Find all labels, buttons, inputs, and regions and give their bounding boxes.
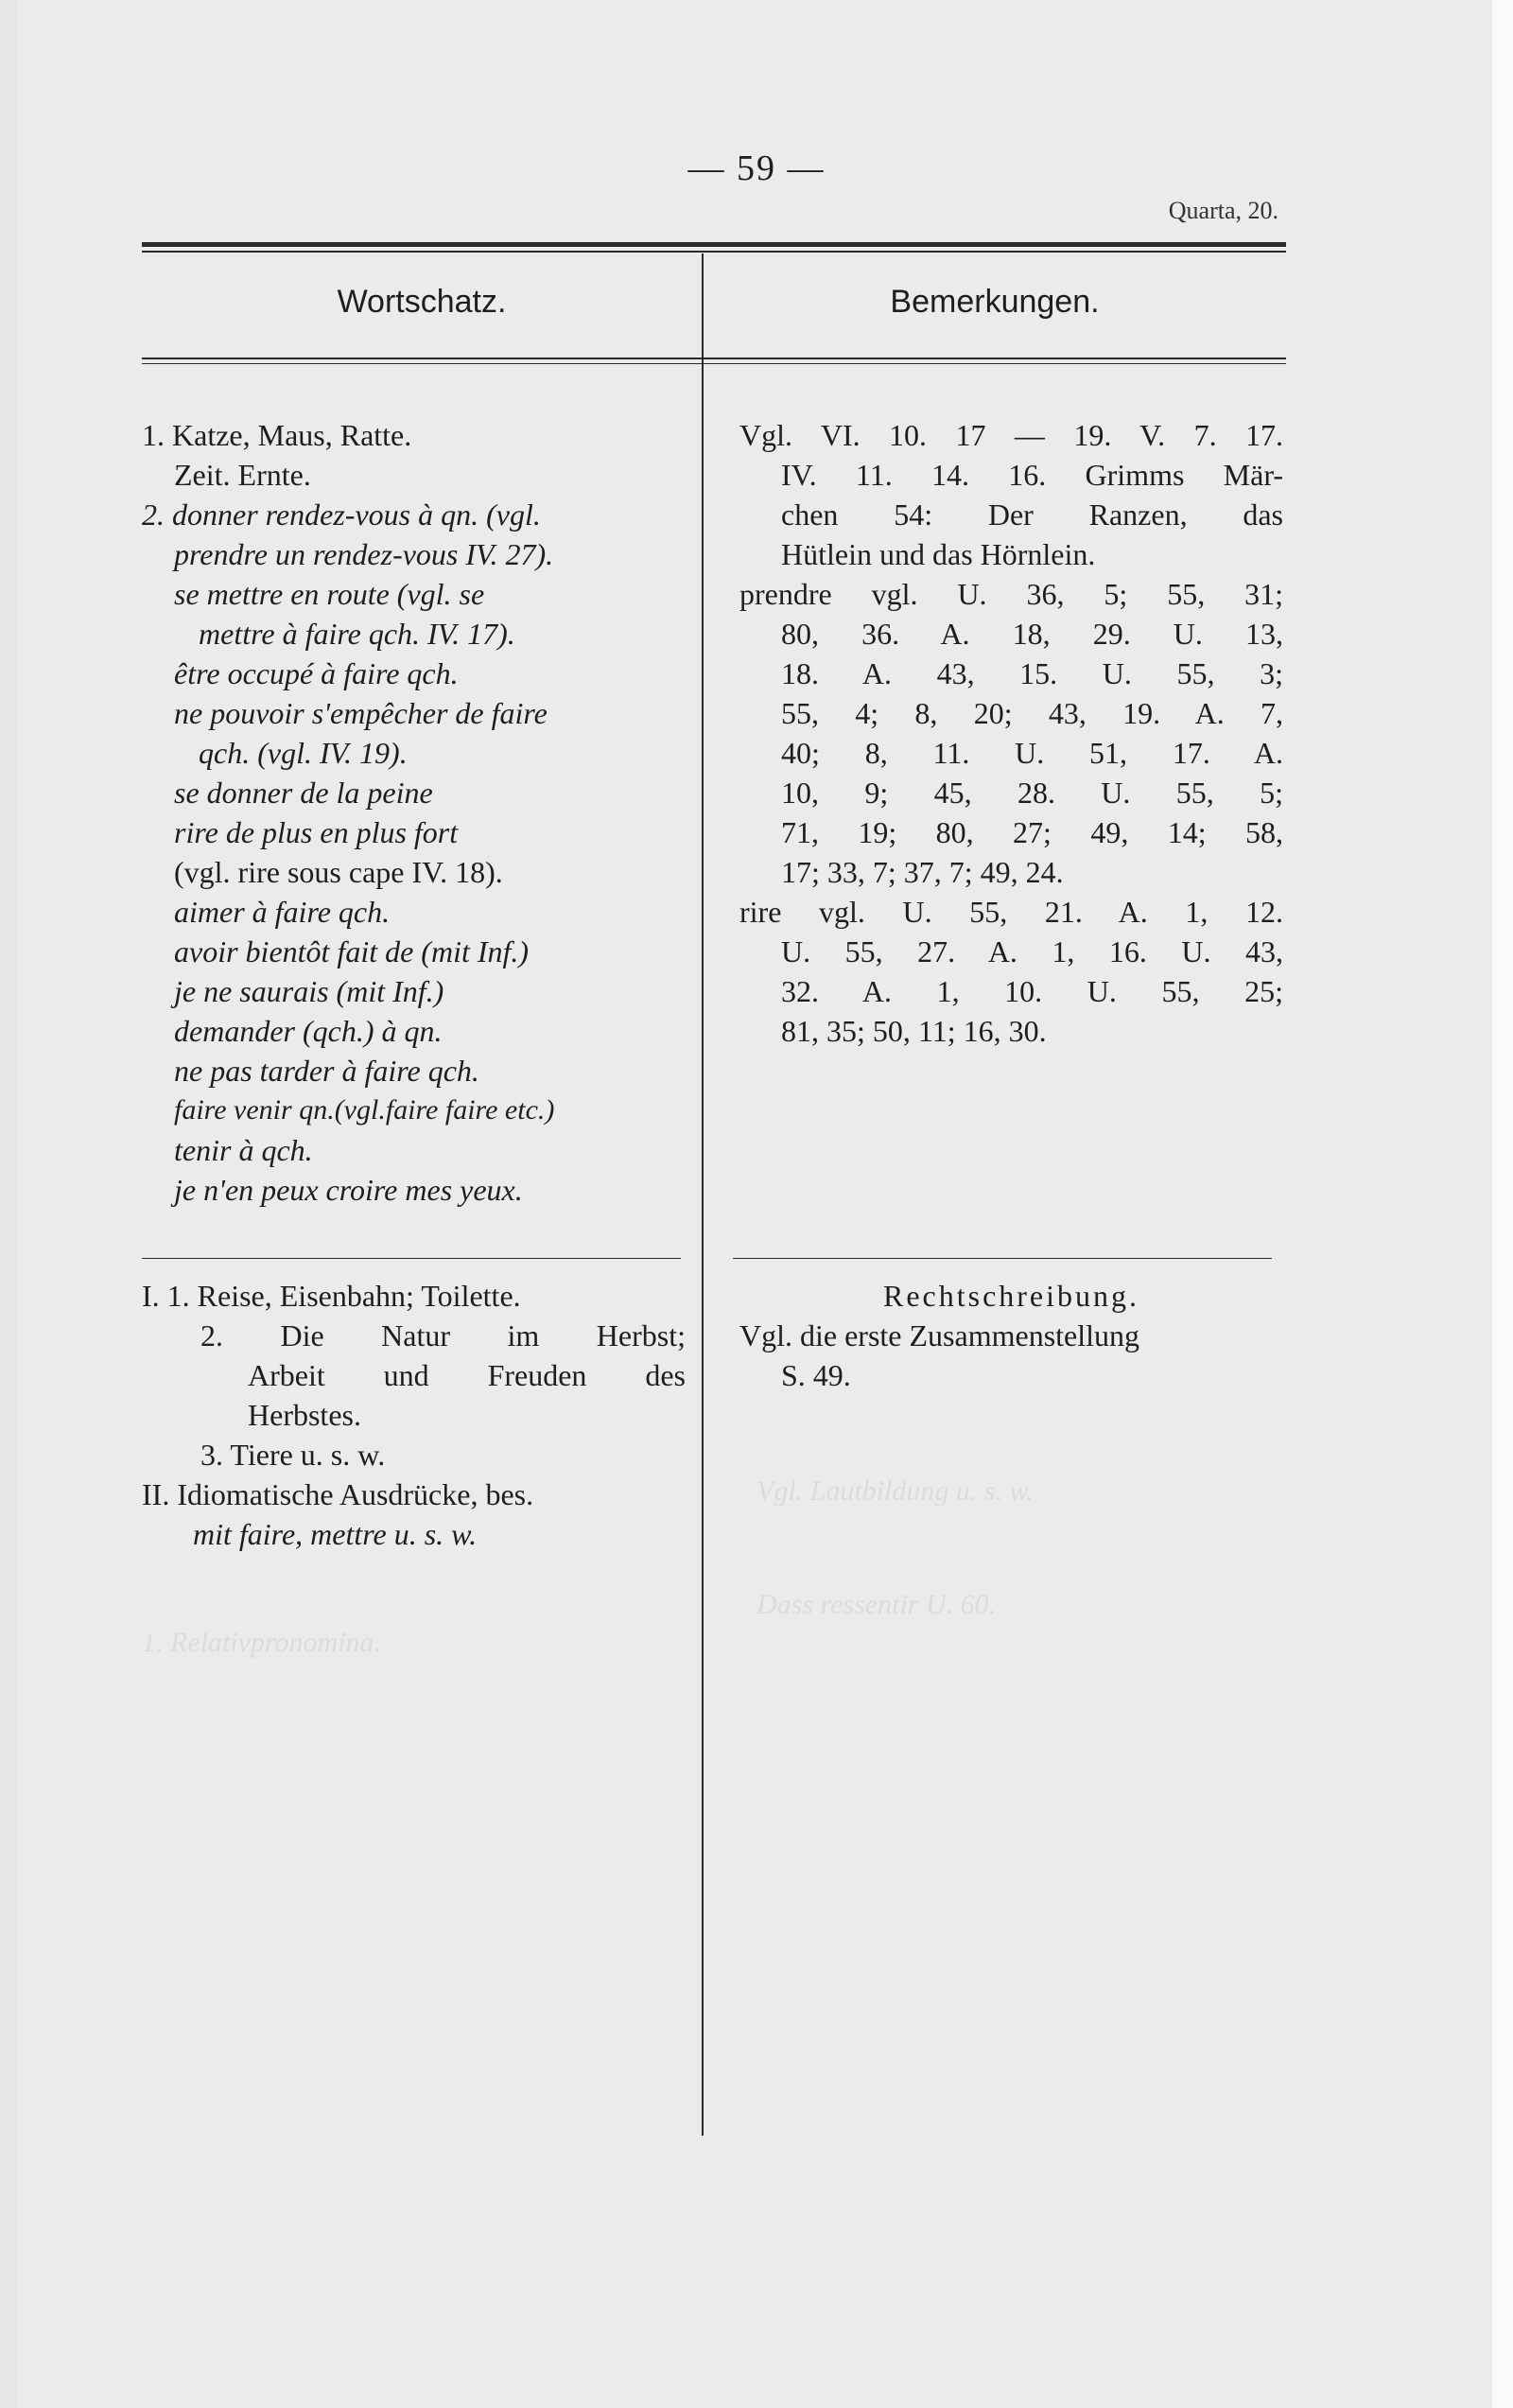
bemerkungen-line: IV. 11. 14. 16. Grimms Mär- xyxy=(781,458,1283,492)
wortschatz-line: je ne saurais (mit Inf.) xyxy=(174,974,444,1008)
bemerkungen-line: 32. A. 1, 10. U. 55, 25; xyxy=(781,974,1283,1008)
bemerkungen-line: 71, 19; 80, 27; 49, 14; 58, xyxy=(781,815,1283,849)
wortschatz-line: qch. (vgl. IV. 19). xyxy=(199,736,408,770)
wortschatz-line: ne pas tarder à faire qch. xyxy=(174,1054,479,1088)
bemerkungen-line: 40; 8, 11. U. 51, 17. A. xyxy=(781,736,1283,770)
wortschatz-line: faire venir qn.(vgl.faire faire etc.) xyxy=(174,1094,555,1125)
bleed-through: Dass ressentir U. 60. xyxy=(756,1589,997,1620)
wortschatz-line: tenir à qch. xyxy=(174,1133,313,1167)
column-header-wortschatz: Wortschatz. xyxy=(337,284,507,320)
top-rule xyxy=(142,242,1286,247)
bemerkungen-line: rire vgl. U. 55, 21. A. 1, 12. xyxy=(739,895,1283,929)
bemerkungen-line: Hütlein und das Hörnlein. xyxy=(781,537,1096,571)
header-rule-thin xyxy=(142,363,1286,364)
bemerkungen-line: 10, 9; 45, 28. U. 55, 5; xyxy=(781,776,1283,810)
bemerkungen-line: U. 55, 27. A. 1, 16. U. 43, xyxy=(781,934,1283,968)
wortschatz-line: 1. Katze, Maus, Ratte. xyxy=(142,418,412,452)
wortschatz-line: (vgl. rire sous cape IV. 18). xyxy=(174,855,503,889)
bemerkungen-line: Vgl. VI. 10. 17 — 19. V. 7. 17. xyxy=(739,418,1283,452)
bemerkungen-line: 18. A. 43, 15. U. 55, 3; xyxy=(781,656,1283,690)
column-divider xyxy=(702,253,704,2136)
bemerkungen-line: chen 54: Der Ranzen, das xyxy=(781,497,1283,532)
bleed-through: Vgl. Lautbildung u. s. w. xyxy=(756,1475,1034,1507)
themen-line: Herbstes. xyxy=(248,1398,361,1432)
wortschatz-line: ne pouvoir s'empêcher de faire xyxy=(174,696,548,730)
top-rule-thin xyxy=(142,251,1286,253)
bemerkungen-line: prendre vgl. U. 36, 5; 55, 31; xyxy=(739,577,1283,611)
column-header-bemerkungen: Bemerkungen. xyxy=(890,284,1100,320)
rechtschreibung-line: S. 49. xyxy=(781,1358,851,1392)
themen-line: 2. Die Natur im Herbst; xyxy=(200,1318,686,1352)
wortschatz-line: être occupé à faire qch. xyxy=(174,656,459,690)
wortschatz-line: demander (qch.) à qn. xyxy=(174,1014,443,1048)
bemerkungen-line: 17; 33, 7; 37, 7; 49, 24. xyxy=(781,855,1064,889)
wortschatz-line: se mettre en route (vgl. se xyxy=(174,577,485,611)
themen-line: I. 1. Reise, Eisenbahn; Toilette. xyxy=(142,1279,521,1313)
wortschatz-line: je n'en peux croire mes yeux. xyxy=(174,1173,523,1207)
bemerkungen-line: 80, 36. A. 18, 29. U. 13, xyxy=(781,617,1283,651)
wortschatz-line: se donner de la peine xyxy=(174,776,433,810)
themen-line: II. Idiomatische Ausdrücke, bes. xyxy=(142,1477,534,1511)
wortschatz-line: aimer à faire qch. xyxy=(174,895,391,929)
wortschatz-line: rire de plus en plus fort xyxy=(174,815,459,849)
wortschatz-line: avoir bientôt fait de (mit Inf.) xyxy=(174,934,530,968)
themen-line: Arbeit und Freuden des xyxy=(248,1358,686,1392)
bleed-through: 1. Relativpronomina. xyxy=(142,1627,382,1658)
section-rule-left xyxy=(142,1258,681,1259)
header-rule xyxy=(142,358,1286,359)
section-rule-right xyxy=(733,1258,1272,1259)
rechtschreibung-title: Rechtschreibung. xyxy=(882,1279,1140,1313)
section-mark: Quarta, 20. xyxy=(1168,197,1278,224)
page-number: — 59 — xyxy=(687,148,826,188)
bemerkungen-line: 81, 35; 50, 11; 16, 30. xyxy=(781,1014,1047,1048)
wortschatz-line: prendre un rendez-vous IV. 27). xyxy=(174,537,554,571)
bemerkungen-line: 55, 4; 8, 20; 43, 19. A. 7, xyxy=(781,696,1283,730)
wortschatz-line: mettre à faire qch. IV. 17). xyxy=(199,617,515,651)
page-edge xyxy=(1492,0,1513,2408)
themen-line: mit faire, mettre u. s. w. xyxy=(193,1517,478,1551)
rechtschreibung-line: Vgl. die erste Zusammenstellung xyxy=(739,1318,1140,1352)
wortschatz-line: Zeit. Ernte. xyxy=(174,458,311,492)
themen-line: 3. Tiere u. s. w. xyxy=(200,1438,386,1472)
wortschatz-line: 2. donner rendez-vous à qn. (vgl. xyxy=(142,497,541,532)
